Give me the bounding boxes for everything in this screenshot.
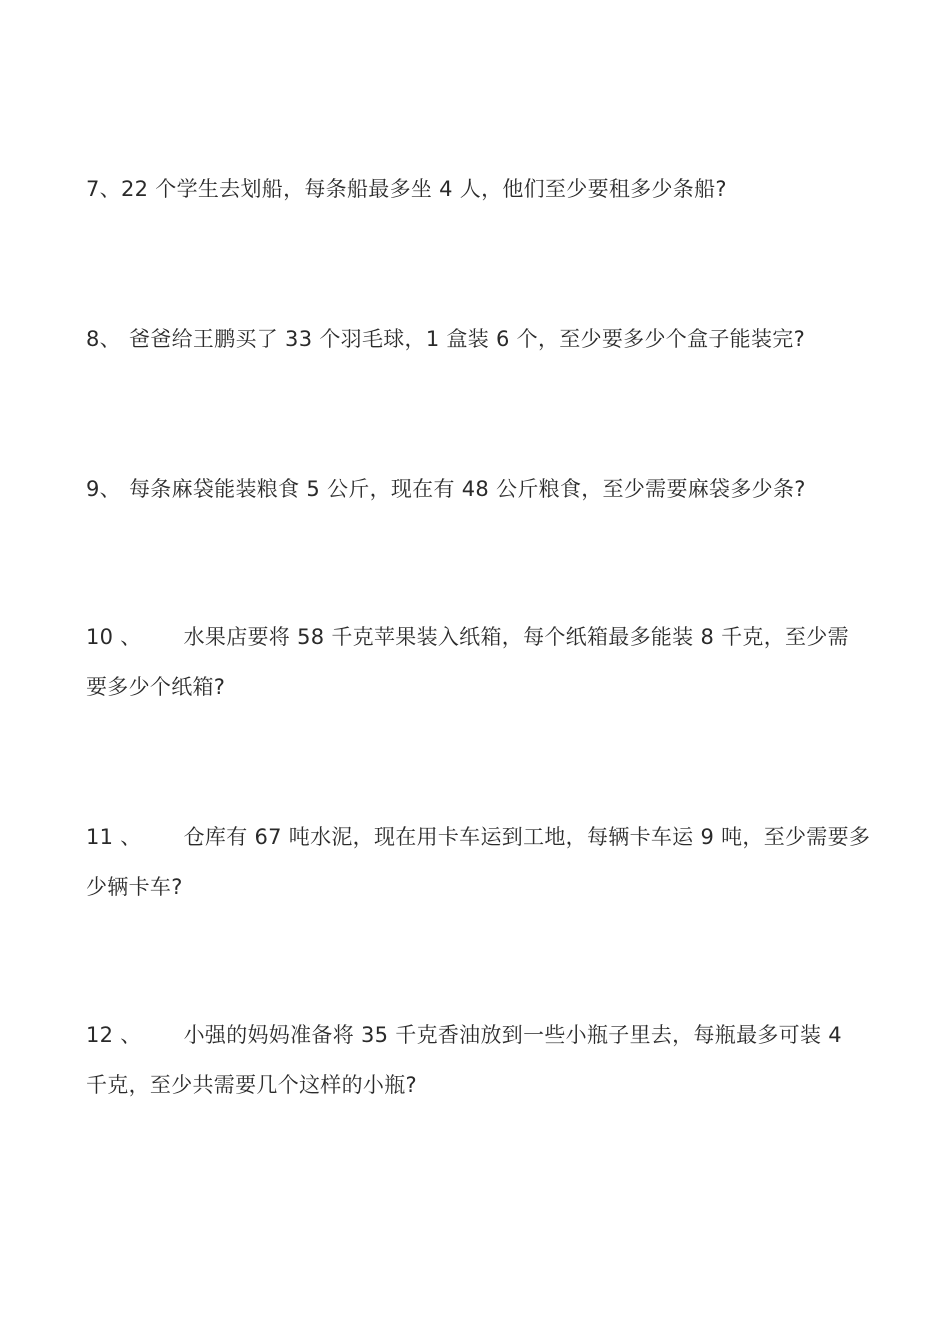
problem-9-text: 每条麻袋能装粮食 5 公斤，现在有 48 公斤粮食，至少需要麻袋多少条?: [128, 477, 806, 501]
problem-12-line-1: [86, 1010, 876, 1060]
problem-7-number: 7、: [86, 177, 121, 201]
problem-10-line-1: [86, 612, 876, 662]
problem-8-line-1: [86, 314, 876, 364]
problem-8: [86, 314, 876, 364]
problem-10: [86, 612, 876, 712]
problem-9: [86, 464, 876, 514]
problem-7-line-1: [86, 164, 876, 214]
problem-10-text-1: 水果店要将 58 千克苹果装入纸箱，每个纸箱最多能装 8 千克，至少需: [183, 625, 849, 649]
problem-9-line-1: [86, 464, 876, 514]
problem-11-line-2: 少辆卡车?: [86, 875, 183, 899]
problem-7: [86, 164, 876, 214]
problem-12-line-2: 千克，至少共需要几个这样的小瓶?: [86, 1073, 417, 1097]
problem-8-text: 爸爸给王鹏买了 33 个羽毛球，1 盒装 6 个，至少要多少个盒子能装完?: [128, 327, 806, 351]
problem-11-line-1: [86, 812, 876, 862]
problem-10-number: 10 、: [86, 625, 142, 649]
problem-11-text-1: 仓库有 67 吨水泥，现在用卡车运到工地，每辆卡车运 9 吨，至少需要多: [183, 825, 871, 849]
problem-11-number: 11 、: [86, 825, 142, 849]
problem-10-line-2: 要多少个纸箱?: [86, 675, 226, 699]
problem-11: [86, 812, 876, 912]
problem-8-number: 8、: [86, 327, 121, 351]
problem-12-number: 12 、: [86, 1023, 142, 1047]
problem-12-text-1: 小强的妈妈准备将 35 千克香油放到一些小瓶子里去，每瓶最多可装 4: [183, 1023, 842, 1047]
problem-7-text: 22 个学生去划船，每条船最多坐 4 人，他们至少要租多少条船?: [120, 177, 727, 201]
problem-9-number: 9、: [86, 477, 121, 501]
problem-12: [86, 1010, 876, 1110]
